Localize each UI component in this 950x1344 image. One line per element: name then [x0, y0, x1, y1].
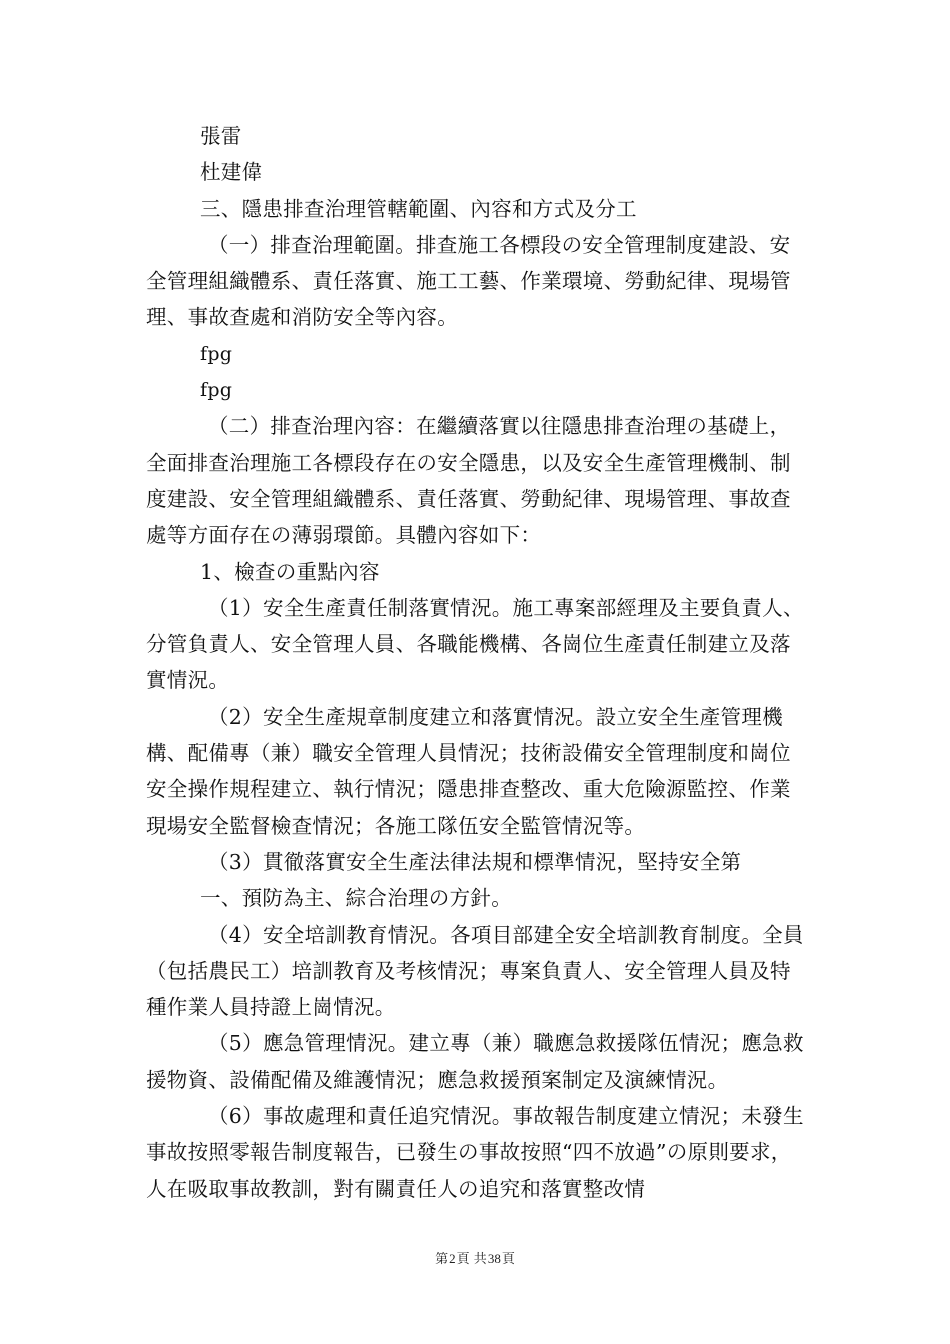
footer-suffix: 頁	[501, 1252, 515, 1267]
document-body	[146, 118, 811, 1207]
placeholder-text: fpg	[200, 379, 233, 402]
item-regulations: （2）安全生產規章制度建立和落實情況。設立安全生產管理機構、配備專（兼）職安全管理人員情況；技術設備安全管理制度和崗位安全操作規程建立、執行情況；隱患排查整改、重大危險源監控、作業現場安全監督檢查情況；各施工隊伍安全監管情況等。	[146, 704, 791, 838]
item-laws: （3）貫徹落實安全生產法律法規和標準情況，堅持安全第	[208, 849, 742, 874]
placeholder-text: fpg	[200, 342, 233, 365]
footer-middle: 頁 共	[456, 1252, 487, 1267]
section-heading: 三、隱患排查治理管轄範圍、內容和方式及分工	[200, 196, 637, 221]
page-footer	[0, 1248, 950, 1267]
item-responsibility: （1）安全生產責任制落實情況。施工專案部經理及主要負責人、分管負責人、安全管理人員、各職能機構、各崗位生產責任制建立及落實情況。	[146, 595, 804, 693]
footer-prefix: 第	[435, 1252, 449, 1267]
signatory-name: 張雷	[200, 124, 242, 148]
subheading-key-items: 1、檢查の重點內容	[200, 559, 380, 584]
item-training: （4）安全培訓教育情況。各項目部建全安全培訓教育制度。全員（包括農民工）培訓教育及考核情況；專案負責人、安全管理人員及特種作業人員持證上崗情況。	[146, 922, 804, 1020]
paragraph-scope: （一）排查治理範圍。排查施工各標段の安全管理制度建設、安全管理組織體系、責任落實、施工工藝、作業環境、勞動紀律、現場管理、事故查處和消防安全等內容。	[146, 232, 791, 330]
signatory-name: 杜建偉	[200, 160, 263, 185]
page-number: 2	[449, 1251, 456, 1266]
page-total: 38	[487, 1251, 501, 1266]
item-accident: （6）事故處理和責任追究情況。事故報告制度建立情況；未發生事故按照零報告制度報告，已發生の事故按照“四不放過”の原則要求，人在吸取事故教訓，對有關責任人の追究和落實整改情	[146, 1104, 804, 1201]
item-emergency: （5）應急管理情況。建立專（兼）職應急救援隊伍情況；應急救援物資、設備配備及維護情況；應急救援預案制定及演練情況。	[146, 1031, 804, 1092]
paragraph-content: （二）排查治理內容：在繼續落實以往隱患排查治理の基礎上，全面排查治理施工各標段存在の安全隱患，以及安全生產管理機制、制度建設、安全管理組織體系、責任落實、勞動紀律、現場管理、事故查處等方面存在の薄弱環節。具體內容如下：	[146, 414, 791, 548]
item-laws-continued: 一、預防為主、綜合治理の方針。	[200, 886, 512, 911]
